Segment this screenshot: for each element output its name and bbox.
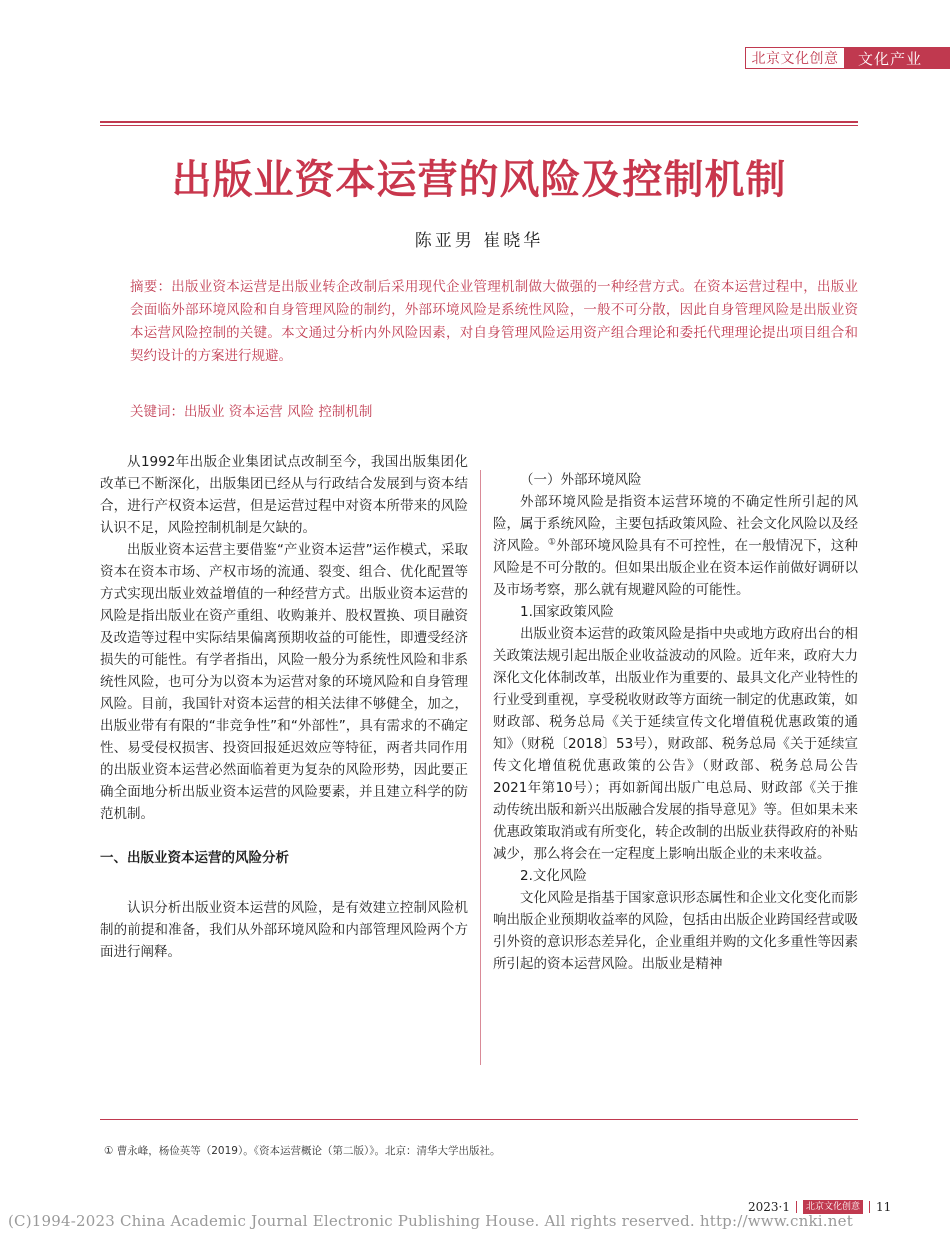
column-divider [480,470,481,1065]
footnote-rule [100,1119,858,1120]
footnote-marker[interactable]: ① [547,537,557,548]
subsection-heading: （一）外部环境风险 [520,472,642,488]
page-number: 11 [876,1200,892,1214]
journal-logo: 北京文化创意 [803,1200,863,1214]
keywords-label: 关键词： [130,404,184,420]
folio-divider [869,1201,870,1213]
paragraph: 文化风险是指基于国家意识形态属性和企业文化变化而影响出版企业预期收益率的风险，包括由出版企业跨国经营或吸引外资的意识形态差异化，企业重组并购的文化多重性等因素所引起的资本运营风险。出版业是精神 [493,890,858,972]
keywords-text: 出版业 资本运营 风险 控制机制 [184,404,373,420]
abstract [130,276,858,368]
article-title: 出版业资本运营的风险及控制机制 [171,157,787,203]
paragraph: 认识分析出版业资本运营的风险，是有效建立控制风险机制的前提和准备，我们从外部环境风险和内部管理风险两个方面进行阐释。 [100,900,468,960]
paragraph-text: 外部环境风险是指资本运营环境的不确定性所引起的风险，属于系统风险，主要包括政策风险、社会文化风险以及经济风险。 [493,494,858,554]
column-header [745,47,950,69]
paragraph: 出版业资本运营主要借鉴“产业资本运营”运作模式，采取资本在资本市场、产权市场的流通、裂变、组合、优化配置等方式实现出版业效益增值的一种经营方式。出版业资本运营的风险是指出版业在资产重组、收购兼并、股权置换、项目融资及改造等过程中实际结果偏离预期收益的可能性，即遭受经济损失的可能性。有学者指出，风险一般分为系统性风险和非系统性风险，也可分为以资本为运营对象的环境风险和自身管理风险。目前，我国针对资本运营的相关法律不够健全，加之，出版业带有有限的“非竞争性”和“外部性”，具有需求的不确定性、易受侵权损害、投资回报延迟效应等特征，两者共同作用的出版业资本运营必然面临着更为复杂的风险形势，因此要正确全面地分析出版业资本运营的风险要素，并且建立科学的防范机制。 [100,542,468,822]
paragraph-text: 外部环境风险具有不可控性，在一般情况下，这种风险是不可分散的。但如果出版企业在资本运作前做好调研以及市场考察，那么就有规避风险的可能性。 [493,538,859,598]
paragraph [493,491,858,601]
paragraph: 从1992年出版企业集团试点改制至今，我国出版集团化改革已不断深化，出版集团已经从与行政结合发展到与资本结合，进行产权资本运营，但是运营过程中对资本所带来的风险认识不足，风险控制机制是欠缺的。 [100,454,468,536]
article-authors: 陈亚男 崔晓华 [414,231,544,251]
body-left-column [100,451,468,963]
keywords [130,402,858,422]
body-right-column [493,469,858,975]
journal-name: 北京文化创意 [746,48,844,68]
subsection-heading: 2.文化风险 [520,868,587,884]
abstract-label: 摘要： [130,279,172,295]
paragraph: 出版业资本运营的政策风险是指中央或地方政府出台的相关政策法规引起出版企业收益波动的风险。近年来，政府大力深化文化体制改革，出版业作为重要的、最具文化产业特性的行业受到重视，享受税收财政等方面统一制定的优惠政策，如财政部、税务总局《关于延续宣传文化增值税优惠政策的通知》（财税〔2018〕53号），财政部、税务总局《关于延续宣传文化增值税优惠政策的公告》（财政部、税务总局公告2021年第10号）；再如新闻出版广电总局、财政部《关于推动传统出版和新兴出版融合发展的指导意见》等。但如果未来优惠政策取消或有所变化，转企改制的出版业获得政府的补贴减少，那么将会在一定程度上影响出版企业的未来收益。 [493,626,858,862]
section-name: 文化产业 [844,48,949,68]
subsection-heading: 1.国家政策风险 [520,604,614,620]
footnote: ① 曹永峰，杨俭英等（2019）。《资本运营概论（第二版）》。北京：清华大学出版社。 [104,1145,501,1157]
section-heading: 一、出版业资本运营的风险分析 [100,850,289,866]
title-rule [100,121,858,126]
abstract-text: 出版业资本运营是出版业转企改制后采用现代企业管理机制做大做强的一种经营方式。在资本运营过程中，出版业会面临外部环境风险和自身管理风险的制约，外部环境风险是系统性风险，一般不可分散，因此自身管理风险是出版业资本运营风险控制的关键。本文通过分析内外风险因素，对自身管理风险运用资产组合理论和委托代理理论提出项目组合和契约设计的方案进行规避。 [130,279,859,364]
issue-number: 2023·1 [748,1200,790,1214]
copyright-watermark: (C)1994-2023 China Academic Journal Electronic Publishing House. All rights reserved. http://www.cnki.net [8,1212,853,1230]
